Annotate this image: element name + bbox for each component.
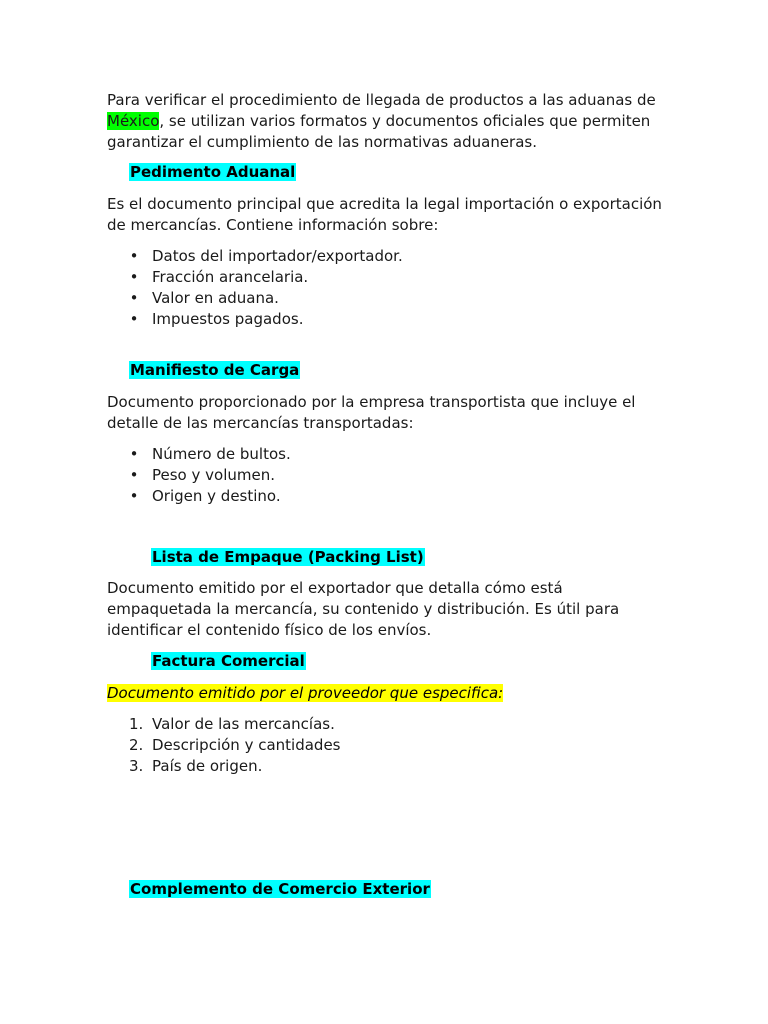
list-number: 3. <box>129 757 144 775</box>
list-item-text: Datos del importador/exportador. <box>152 247 403 265</box>
list-item <box>107 465 667 486</box>
heading-complemento-text: Complemento de Comercio Exterior <box>130 880 430 898</box>
bullet-icon: • <box>129 247 139 265</box>
list-item-text: Impuestos pagados. <box>152 310 304 328</box>
heading-manifiesto-text: Manifiesto de Carga <box>130 361 300 379</box>
bullet-icon: • <box>129 289 139 307</box>
list-item-text: País de origen. <box>152 757 263 775</box>
list-number: 1. <box>129 715 144 733</box>
list-item <box>107 714 667 735</box>
manifiesto-description: Documento proporcionado por la empresa transportista que incluye el detalle de las mercancías transportadas: <box>107 393 636 432</box>
list-item <box>107 309 667 330</box>
list-item-text: Valor de las mercancías. <box>152 715 335 733</box>
list-item-text: Origen y destino. <box>152 487 281 505</box>
list-number: 2. <box>129 736 144 754</box>
highlight-mexico: México <box>107 112 160 130</box>
heading-complemento <box>129 879 431 900</box>
bullet-icon: • <box>129 445 139 463</box>
list-item-text: Valor en aduana. <box>152 289 279 307</box>
bullet-icon: • <box>129 268 139 286</box>
factura-description-text: Documento emitido por el proveedor que especifica: <box>107 684 504 702</box>
intro-text-end: , se utilizan varios formatos y documentos oficiales que permiten garantizar el cumplimiento de las normativas aduaneras. <box>107 112 651 151</box>
list-item <box>107 735 667 756</box>
list-item <box>107 444 667 465</box>
intro-paragraph <box>107 90 667 153</box>
list-item-text: Fracción arancelaria. <box>152 268 309 286</box>
heading-factura-text: Factura Comercial <box>152 652 305 670</box>
pedimento-description: Es el documento principal que acredita la legal importación o exportación de mercancías. Contiene información sobre: <box>107 195 662 234</box>
heading-lista-empaque <box>151 547 425 568</box>
factura-list <box>107 714 667 777</box>
list-item <box>107 486 667 507</box>
bullet-icon: • <box>129 466 139 484</box>
heading-pedimento-text: Pedimento Aduanal <box>130 163 296 181</box>
list-item-text: Peso y volumen. <box>152 466 275 484</box>
heading-lista-empaque-text: Lista de Empaque (Packing List) <box>152 548 424 566</box>
pedimento-list <box>107 246 667 330</box>
list-item-text: Número de bultos. <box>152 445 291 463</box>
list-item <box>107 267 667 288</box>
list-item-text: Descripción y cantidades <box>152 736 341 754</box>
list-item <box>107 246 667 267</box>
heading-manifiesto <box>129 360 300 381</box>
lista-empaque-description: Documento emitido por el exportador que detalla cómo está empaquetada la mercancía, su contenido y distribución. Es útil para identificar el contenido físico de los envíos. <box>107 579 620 639</box>
heading-pedimento <box>129 162 296 183</box>
manifiesto-list <box>107 444 667 507</box>
factura-description <box>107 683 667 704</box>
bullet-icon: • <box>129 487 139 505</box>
bullet-icon: • <box>129 310 139 328</box>
list-item <box>107 756 667 777</box>
intro-text-start: Para verificar el procedimiento de llegada de productos a las aduanas de <box>107 91 656 109</box>
heading-factura <box>151 651 306 672</box>
list-item <box>107 288 667 309</box>
